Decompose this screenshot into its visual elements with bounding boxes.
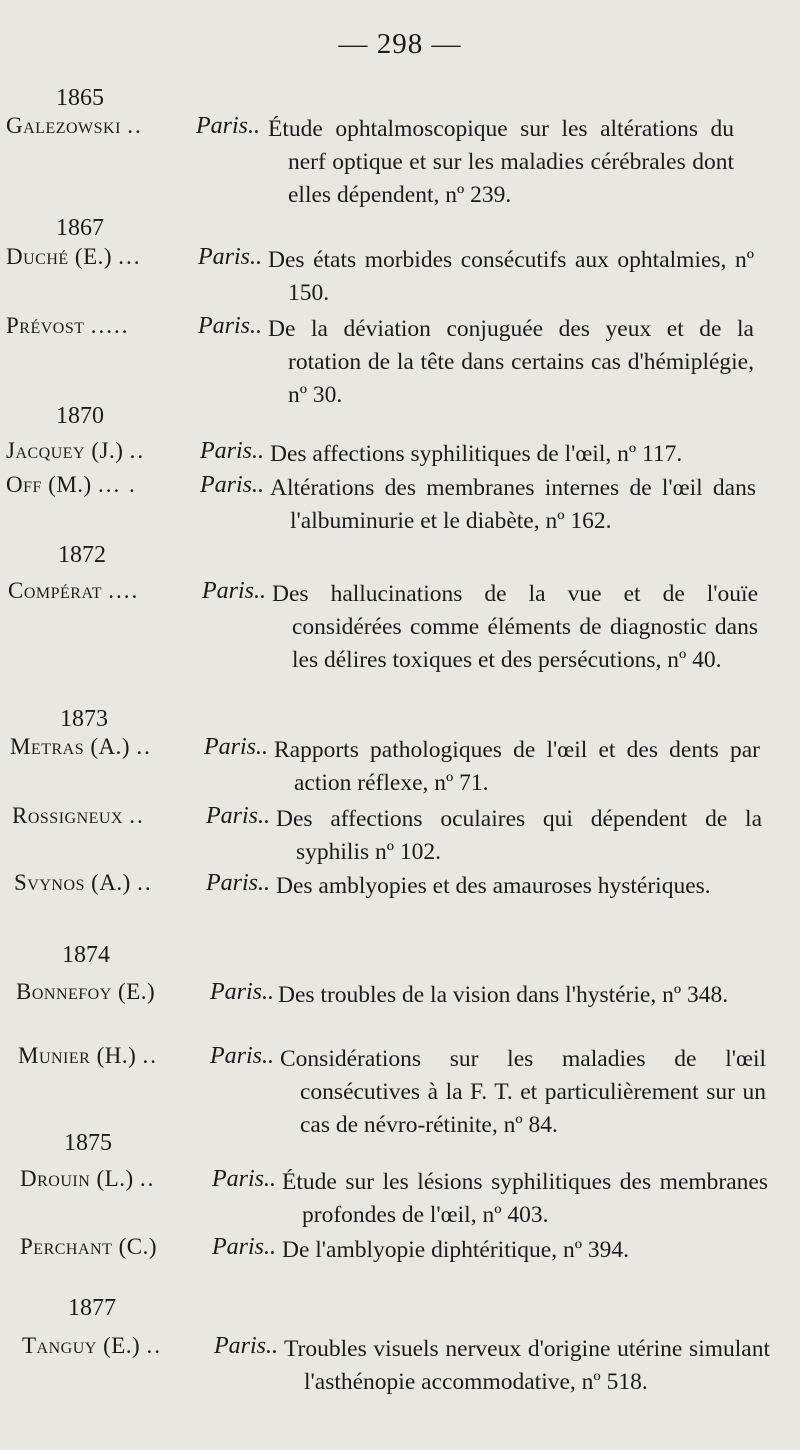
entry-author: Prévost .....: [6, 313, 130, 338]
entry-place: Paris..: [214, 1333, 279, 1359]
entry-title: Étude sur les lésions syphilitiques des membranes profondes de l'œil, nº 403.: [282, 1169, 768, 1228]
entry-title: De la déviation conjuguée des yeux et de la rotation de la tête dans certains cas d'hémiplégie, nº 30.: [268, 316, 754, 408]
entry-place: Paris..: [210, 979, 275, 1005]
entry-title: De l'amblyopie diphtéritique, nº 394.: [282, 1237, 629, 1263]
entry-title: Des amblyopies et des amauroses hystériques.: [276, 873, 711, 899]
entry-place: Paris..: [200, 438, 265, 464]
entry-author: Galezowski ..: [6, 113, 143, 138]
entry-title: Altérations des membranes internes de l'œil dans l'albuminurie et le diabète, nº 162.: [270, 475, 756, 534]
entry-author: Perchant (C.): [20, 1234, 158, 1259]
entry-place: Paris..: [206, 803, 271, 829]
entry-author: Munier (H.) ..: [18, 1043, 159, 1068]
entry-author: Svynos (A.) ..: [14, 870, 153, 895]
entry-title: Considérations sur les maladies de l'œil consécutives à la F. T. et particulièrement sur un cas de névro-rétinite, nº 84.: [280, 1046, 766, 1138]
year-heading: 1873: [60, 706, 108, 732]
year-heading: 1867: [56, 215, 104, 241]
entry-author: Tanguy (E.) ..: [22, 1333, 162, 1358]
entry-place: Paris..: [206, 870, 271, 896]
entry-title: Des hallucinations de la vue et de l'ouïe considérées comme éléments de diagnostic dans les délires toxiques et des persécutions, nº 40.: [272, 581, 758, 673]
entry-author: Jacquey (J.) ..: [6, 438, 146, 463]
entry-author: Off (M.) ... .: [6, 472, 137, 497]
entry-place: Paris..: [198, 313, 263, 339]
entry-author: Duché (E.) ...: [6, 244, 142, 269]
entry-place: Paris..: [212, 1166, 277, 1192]
year-heading: 1870: [56, 403, 104, 429]
entry-place: Paris..: [196, 113, 261, 139]
entry-title: Des affections syphilitiques de l'œil, nº 117.: [270, 441, 683, 467]
year-heading: 1877: [68, 1295, 116, 1321]
year-heading: 1872: [58, 542, 106, 568]
entry-place: Paris..: [212, 1234, 277, 1260]
entry-place: Paris..: [198, 244, 263, 270]
page-number: — 298 —: [338, 28, 462, 60]
entry-author: Drouin (L.) ..: [20, 1166, 156, 1191]
entry-place: Paris..: [200, 472, 265, 498]
entry-title: Des troubles de la vision dans l'hystérie, nº 348.: [278, 982, 729, 1008]
entry-title: Rapports pathologiques de l'œil et des dents par action réflexe, nº 71.: [274, 737, 760, 796]
entry-title: Étude ophtalmoscopique sur les altérations du nerf optique et sur les maladies cérébrales dont elles dépendent, nº 239.: [268, 116, 734, 208]
entry-place: Paris..: [202, 578, 267, 604]
entry-author: Compérat ....: [8, 578, 140, 603]
entry-author: Bonnefoy (E.): [16, 979, 156, 1004]
year-heading: 1865: [56, 85, 104, 111]
entry-title: Des affections oculaires qui dépendent de la syphilis nº 102.: [276, 806, 762, 865]
entry-place: Paris..: [210, 1043, 275, 1069]
entry-author: Metras (A.) ..: [10, 734, 152, 759]
entry-place: Paris..: [204, 734, 269, 760]
entry-title: Troubles visuels nerveux d'origine utérine simulant l'asthénopie accommodative, nº 518.: [284, 1336, 770, 1395]
entry-title: Des états morbides consécutifs aux ophtalmies, nº 150.: [268, 247, 754, 306]
year-heading: 1874: [62, 942, 110, 968]
entry-author: Rossigneux ..: [12, 803, 145, 828]
year-heading: 1875: [64, 1130, 112, 1156]
